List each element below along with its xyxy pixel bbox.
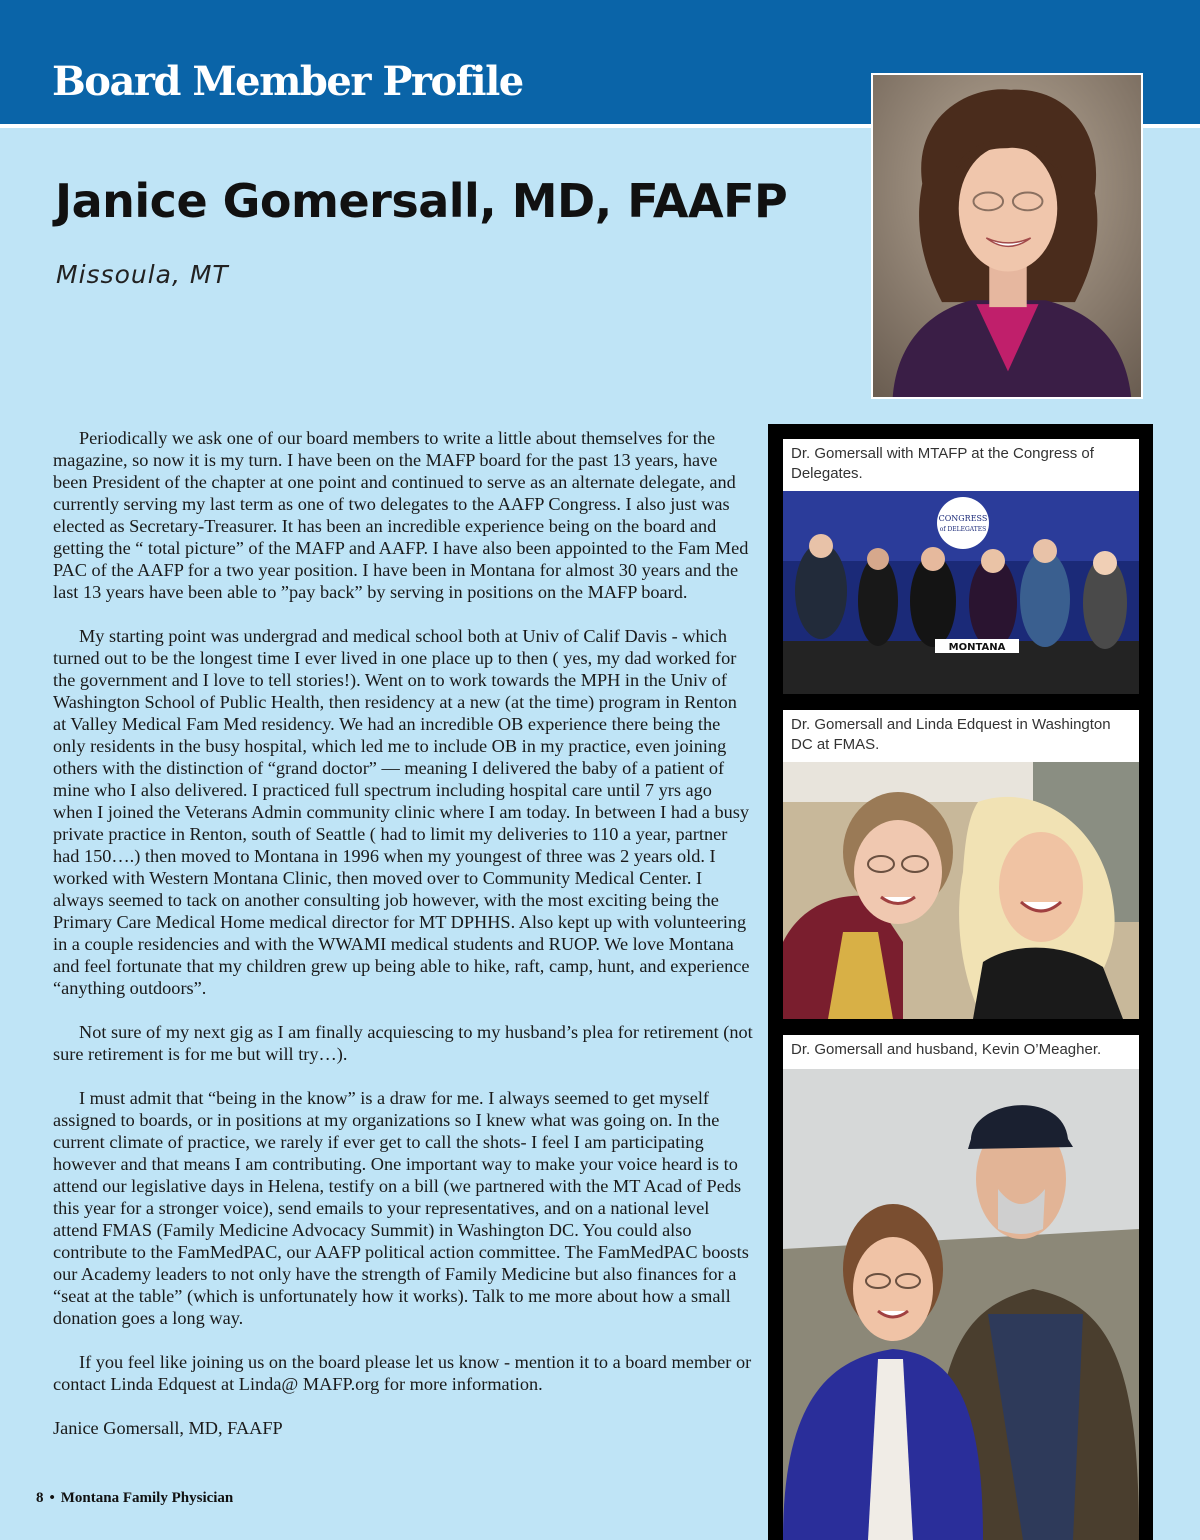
article-paragraph: I must admit that “being in the know” is a draw for me. I always seemed to get myself assigned to boards, or in positions at my organizations so I knew what was going on. In the current climate of practice, we rarely if ever get to call the shots- I feel I am participating however and that means I am contributing. One important way to make your voice heard is to attend our legislative days in Helena, testify on a bill (we partnered with the MT Acad of Peds this year for a stronger voice), send emails to your representatives, and on a national level attend FMAS (Family Medicine Advocacy Summit) in Washington DC. You could also contribute to the FamMedPAC, our AAFP political action committee. The FamMedPAC boosts our Academy leaders to not only have the strength of Family Medicine but also finances for a “seat at the table” (which is unfortunately how it works). Talk to me more about how a small donation goes a long way. (53, 1088, 749, 1328)
photo-caption-congress: Dr. Gomersall with MTAFP at the Congress of Delegates. (783, 439, 1139, 491)
congress-sign-subtext: of DELEGATES (939, 526, 987, 533)
article-paragraph: Not sure of my next gig as I am finally acquiescing to my husband’s plea for retirement (not sure retirement is for me but will try…). (53, 1022, 753, 1064)
publication-name: Montana Family Physician (60, 1490, 234, 1506)
profile-location: Missoula, MT (56, 260, 229, 289)
article-paragraph: My starting point was undergrad and medical school both at Univ of Calif Davis - which turned out to be the longest time I ever lived in one place up to then ( yes, my dad worked for the government and I love to tell stories!). Went on to work towards the MPH in the Univ of Washington School of Public Health, then residency at a new (at the time) program in Renton at Valley Medical Fam Med residency. We had an incredible OB experience there being the only residents in the busy hospital, which led me to include OB in my practice, even joining others with the distinction of “grand doctor” — meaning I delivered the baby of a patient of mine who I also delivered. I practiced full spectrum including hospital care until 7 yrs ago when I joined the Veterans Admin community clinic where I am today. In between I had a busy private practice in Renton, south of Seattle ( had to limit my deliveries to 110 a year, partner had 150….) then moved to Montana in 1996 when my youngest of three was 2 years old. I worked with Western Montana Clinic, then moved over to Community Medical Center. I always seemed to tack on another consulting job however, with the most exciting being the Primary Care Medical Home medical director for MT DPHHS. Also kept up with volunteering in a couple residencies and with the WWAMI medical students and RUOP. We love Montana and feel fortunate that my children grew up being able to hike, raft, camp, hunt, and experience “anything outdoors”. (53, 626, 750, 998)
page-number: 8 (36, 1490, 44, 1506)
photo-with-husband (783, 1069, 1139, 1540)
article-body (53, 427, 753, 1461)
footer-bullet: • (49, 1490, 55, 1506)
section-title: Board Member Profile (52, 58, 523, 105)
profile-name: Janice Gomersall, MD, FAAFP (55, 174, 788, 228)
page-footer (36, 1490, 233, 1507)
article-paragraph: If you feel like joining us on the board please let us know - mention it to a board member or contact Linda Edquest at Linda@ MAFP.org for more information. (53, 1352, 752, 1394)
photo-congress-of-delegates (783, 491, 1139, 694)
portrait-photo (871, 73, 1143, 399)
montana-placard-text: MONTANA (948, 642, 1006, 653)
photo-caption-husband: Dr. Gomersall and husband, Kevin O’Meagher. (783, 1035, 1139, 1069)
article-paragraph: Periodically we ask one of our board members to write a little about themselves for the magazine, so now it is my turn. I have been on the MAFP board for the past 13 years, have been President of the chapter at one point and continued to serve as an alternate delegate, and currently serving my last term as one of two delegates to the AAFP Congress. I also just was elected as Secretary-Treasurer. It has been an incredible experience being on the board and getting the “ total picture” of the MAFP and AAFP. I have also been appointed to the Fam Med PAC of the AAFP for a two year position. I have been in Montana for almost 30 years and the last 13 years have been able to ”pay back” by serving in positions on the MAFP board. (53, 428, 749, 602)
photo-washington-fmas (783, 762, 1139, 1019)
congress-sign-text: CONGRESS (938, 514, 988, 523)
photo-caption-fmas: Dr. Gomersall and Linda Edquest in Washington DC at FMAS. (783, 710, 1139, 762)
article-signature: Janice Gomersall, MD, FAAFP (53, 1418, 283, 1438)
